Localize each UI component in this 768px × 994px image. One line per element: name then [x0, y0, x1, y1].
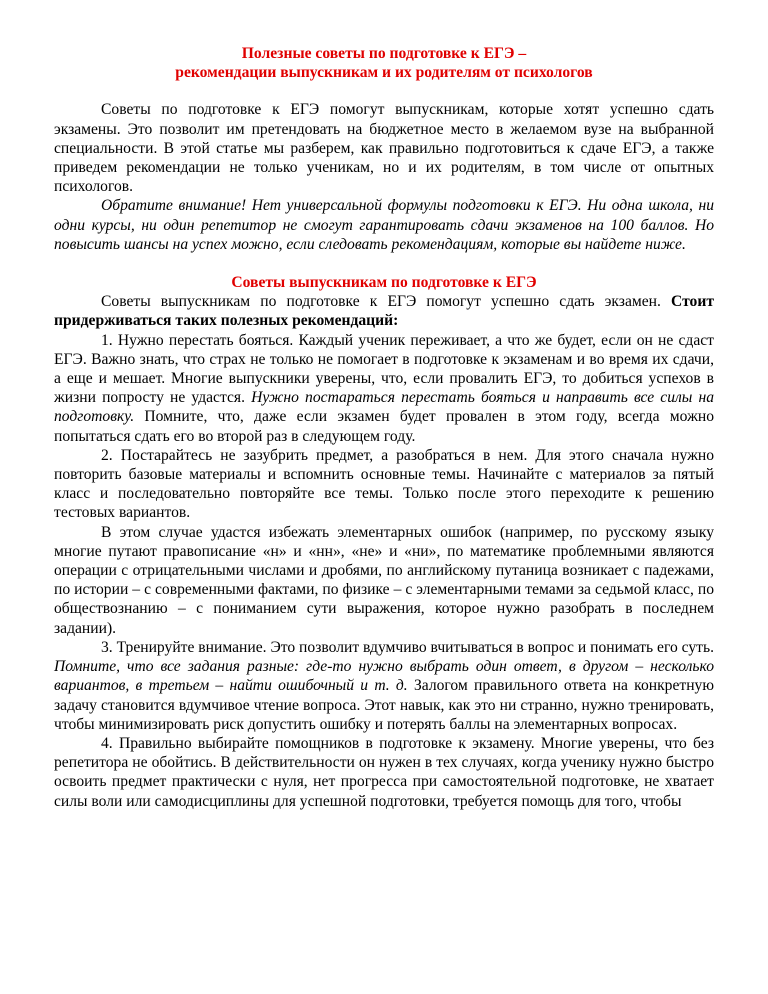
- intro-paragraph: Советы по подготовке к ЕГЭ помогут выпускникам, которые хотят успешно сдать экзамены. Это позволит им претендовать на бюджетное место в желаемом вузе на выбранной специальности. В этой статье мы разберем, как правильно подготовиться к сдаче ЕГЭ, а также приведем рекомендации не только ученикам, но и их родителям, в том числе от опытных психологов.: [54, 101, 714, 196]
- tip-4-paragraph: 4. Правильно выбирайте помощников в подготовке к экзамену. Многие уверены, что без репетитора не обойтись. В действительности он нужен в тех случаях, когда ученику нужно быстро освоить предмет практически с нуля, нет прогресса при самостоятельной подготовке, не хватает силы воли или самодисциплины для успешной подготовки, требуется помощь для того, чтобы: [54, 734, 714, 810]
- title-line-1: Полезные советы по подготовке к ЕГЭ –: [241, 45, 527, 62]
- tip-1-italic: Нужно постараться перестать бояться и направить все силы на подготовку.: [54, 389, 715, 426]
- tip-2-continuation: В этом случае удастся избежать элементарных ошибок (например, по русскому языку многие путают правописание «н» и «нн», «не» и «ни», по математике проблемными являются операции с отрицательными числами и дробями, по английскому путаница возникает с падежами, по истории – с современными фактами, по физике – с элементарными темами за седьмой класс, по обществознанию – с пониманием сути выражения, которое нужно разобрать в последнем задании).: [54, 523, 714, 637]
- section-intro-bold: Стоит придерживаться таких полезных рекомендаций:: [54, 293, 714, 330]
- tip-2-paragraph: 2. Постарайтесь не зазубрить предмет, а разобраться в нем. Для этого сначала нужно повторить базовые материалы и вспомнить основные темы. Начинайте с материалов за пятый класс и последовательно повторяйте все темы. Только после этого переходите к решению тестовых вариантов.: [54, 446, 714, 522]
- tip-1-paragraph: [54, 331, 714, 446]
- section-heading: Советы выпускникам по подготовке к ЕГЭ: [231, 274, 537, 292]
- section-intro-paragraph: [54, 292, 714, 330]
- section-intro-text: Советы выпускникам по подготовке к ЕГЭ помогут успешно сдать экзамен.: [101, 293, 672, 311]
- title-line-2: рекомендации выпускникам и их родителям от психологов: [175, 64, 593, 82]
- tip-1-text-b: Помните, что, даже если экзамен будет провален в этом году, всегда можно попытаться сдать его во второй раз в следующем году.: [54, 408, 714, 445]
- document-page: [54, 44, 714, 811]
- tip-1-text-a: 1. Нужно перестать бояться. Каждый ученик переживает, а что же будет, если он не сдаст ЕГЭ. Важно знать, что страх не только не помогает в подготовке к экзаменам и во время их сдачи, а еще и мешает. Многие выпускники уверены, что, если провалить ЕГЭ, то добиться успехов в жизни попросту не удастся.: [54, 331, 714, 407]
- tip-3-text-b: Залогом правильного ответа на конкретную задачу становится вдумчивое чтение вопроса. Этот навык, как это ни странно, нужно тренировать, чтобы минимизировать риск допустить ошибку и потерять баллы на элементарных вопросах.: [54, 677, 715, 733]
- document-title: [54, 44, 714, 82]
- tip-3-italic: Помните, что все задания разные: где-то нужно выбрать один ответ, в другом – несколько вариантов, в третьем – найти ошибочный и т. д.: [54, 658, 714, 695]
- note-paragraph: [54, 196, 714, 254]
- note-text: Обратите внимание! Нет универсальной формулы подготовки к ЕГЭ. Ни одна школа, ни одни курсы, ни один репетитор не смогут гарантировать сдачи экзаменов на 100 баллов. Но повысить шансы на успех можно, если следовать рекомендациям, которые вы найдете ниже.: [54, 197, 714, 253]
- tip-3-paragraph: [54, 638, 714, 734]
- tip-3-text-a: 3. Тренируйте внимание. Это позволит вдумчиво вчитываться в вопрос и понимать его суть.: [101, 638, 714, 656]
